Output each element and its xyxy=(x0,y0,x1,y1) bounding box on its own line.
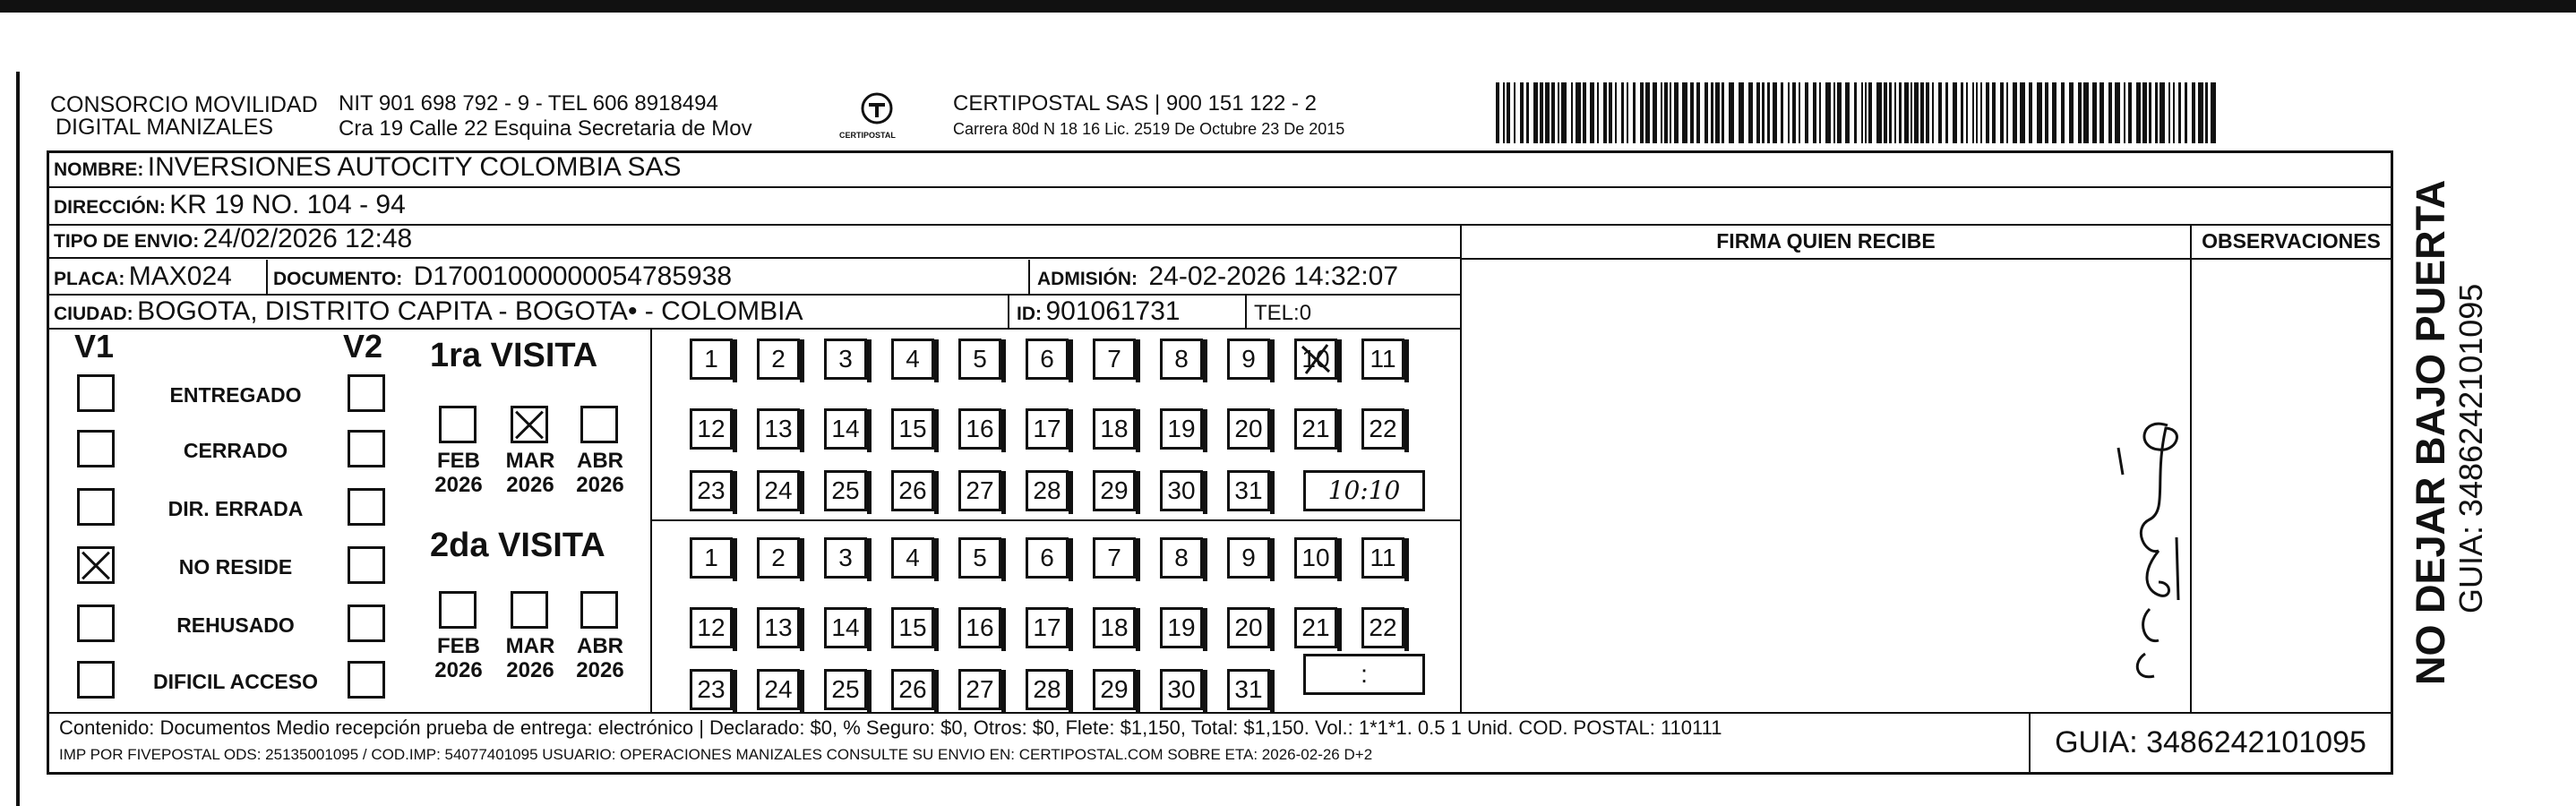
month-name: ABR xyxy=(577,634,623,658)
rule-footer xyxy=(49,712,2391,714)
day-number: 29 xyxy=(1100,675,1129,703)
day-box[interactable] xyxy=(891,537,934,579)
day-box[interactable] xyxy=(1361,339,1404,380)
day-number: 29 xyxy=(1100,476,1129,504)
day-number: 8 xyxy=(1174,345,1189,373)
day-box[interactable] xyxy=(958,470,1001,511)
day-number: 9 xyxy=(1241,345,1256,373)
rule-tipo xyxy=(49,257,1460,259)
rule-right-header xyxy=(1462,258,2391,260)
day-number: 24 xyxy=(764,476,793,504)
day-check-mark xyxy=(1297,341,1335,377)
day-box[interactable] xyxy=(958,607,1001,648)
day-box[interactable] xyxy=(1093,339,1136,380)
footer-guia: GUIA: 3486242101095 xyxy=(2055,725,2366,759)
day-number: 25 xyxy=(831,675,860,703)
day-number: 23 xyxy=(697,675,726,703)
month-checkbox[interactable] xyxy=(580,406,618,443)
footer-contenido: Contenido: Documentos Medio recepción prueba de entrega: electrónico | Declarado: $0, % Seguro: $0, Otros: $0, Flete: $1,150, Total: $1,150. Vol.: 1*1*1. 0.5 1 Unid. COD. POSTAL: 110111 xyxy=(59,716,1722,739)
month-year: 2026 xyxy=(506,658,554,682)
day-number: 27 xyxy=(966,476,994,504)
scan-left-edge xyxy=(16,72,20,806)
v2-checkbox[interactable] xyxy=(348,488,385,526)
day-box[interactable] xyxy=(1294,339,1337,380)
day-number: 19 xyxy=(1167,613,1196,641)
admision-field xyxy=(1037,262,1398,292)
day-box[interactable] xyxy=(1093,669,1136,710)
rule-ciudad xyxy=(49,328,1460,330)
day-number: 19 xyxy=(1167,415,1196,442)
day-box[interactable] xyxy=(1227,607,1270,648)
day-number: 18 xyxy=(1100,415,1129,442)
firma-header: FIRMA QUIEN RECIBE xyxy=(1716,229,1936,253)
month-name: ABR xyxy=(577,449,623,473)
scan-top-edge xyxy=(0,0,2576,13)
day-box[interactable] xyxy=(1026,470,1069,511)
day-box[interactable] xyxy=(1160,669,1203,710)
id-value: 901061731 xyxy=(1045,296,1181,326)
day-box[interactable] xyxy=(757,669,800,710)
day-number: 10 xyxy=(1301,544,1330,571)
day-box[interactable] xyxy=(757,470,800,511)
day-box[interactable] xyxy=(690,607,733,648)
v1-checkbox[interactable] xyxy=(77,374,115,412)
day-number: 22 xyxy=(1369,613,1397,641)
day-box[interactable] xyxy=(891,339,934,380)
day-box[interactable] xyxy=(824,537,867,579)
day-number: 15 xyxy=(898,415,927,442)
day-box[interactable] xyxy=(1026,607,1069,648)
day-box[interactable] xyxy=(1160,470,1203,511)
month-name: MAR xyxy=(505,449,555,473)
ciudad-value: BOGOTA, DISTRITO CAPITA - BOGOTA• - COLOMBIA xyxy=(137,296,803,326)
day-box[interactable] xyxy=(1093,470,1136,511)
status-label: DIR. ERRADA xyxy=(167,497,304,520)
placa-value: MAX024 xyxy=(128,262,232,291)
month-label xyxy=(571,449,629,497)
day-box[interactable] xyxy=(824,470,867,511)
day-box[interactable] xyxy=(1227,408,1270,450)
day-box[interactable] xyxy=(1361,607,1404,648)
day-box[interactable] xyxy=(1294,408,1337,450)
day-box[interactable] xyxy=(1160,408,1203,450)
day-number: 17 xyxy=(1033,613,1061,641)
direccion-field xyxy=(54,190,406,220)
day-number: 13 xyxy=(764,415,793,442)
visit2-time-value: : xyxy=(1361,660,1368,688)
day-box[interactable] xyxy=(1227,339,1270,380)
status-label: REHUSADO xyxy=(176,613,295,637)
company-line1: CONSORCIO MOVILIDAD xyxy=(50,92,318,117)
day-box[interactable] xyxy=(1026,408,1069,450)
day-number: 7 xyxy=(1107,345,1121,373)
day-box[interactable] xyxy=(958,669,1001,710)
day-box[interactable] xyxy=(891,408,934,450)
certipostal-title: CERTIPOSTAL SAS | 900 151 122 - 2 xyxy=(953,91,1317,116)
company-line2: DIGITAL MANIZALES xyxy=(56,115,274,140)
day-box[interactable] xyxy=(1361,537,1404,579)
day-number: 30 xyxy=(1167,675,1196,703)
rule-visit-split xyxy=(650,519,1460,521)
day-number: 31 xyxy=(1234,675,1263,703)
v1-checkbox[interactable] xyxy=(77,661,115,699)
day-number: 26 xyxy=(898,675,927,703)
day-number: 6 xyxy=(1040,345,1054,373)
day-number: 4 xyxy=(906,345,920,373)
v1-checkbox[interactable] xyxy=(77,488,115,526)
day-number: 12 xyxy=(697,415,726,442)
company-address: Cra 19 Calle 22 Esquina Secretaria de Mov xyxy=(339,116,752,141)
day-box[interactable] xyxy=(690,537,733,579)
day-box[interactable] xyxy=(1093,607,1136,648)
day-number: 14 xyxy=(831,613,860,641)
certipostal-logo-caption: CERTIPOSTAL xyxy=(839,131,896,140)
day-number: 25 xyxy=(831,476,860,504)
day-box[interactable] xyxy=(1093,537,1136,579)
day-number: 26 xyxy=(898,476,927,504)
day-number: 7 xyxy=(1107,544,1121,571)
v2-header: V2 xyxy=(343,328,383,364)
rule-ciudad-id xyxy=(1008,296,1009,330)
company-name xyxy=(50,94,318,139)
day-number: 14 xyxy=(831,415,860,442)
day-number: 13 xyxy=(764,613,793,641)
v1-checkbox[interactable] xyxy=(77,546,115,584)
day-box[interactable] xyxy=(1026,339,1069,380)
admision-label: ADMISIÓN: xyxy=(1037,269,1138,289)
day-box[interactable] xyxy=(824,408,867,450)
month-label xyxy=(430,634,487,682)
status-label: NO RESIDE xyxy=(178,555,293,579)
day-box[interactable] xyxy=(757,339,800,380)
day-number: 20 xyxy=(1234,415,1263,442)
day-box[interactable] xyxy=(1227,537,1270,579)
footer-imp: IMP POR FIVEPOSTAL ODS: 25135001095 / COD.IMP: 54077401095 USUARIO: OPERACIONES MANIZALES CONSULTE SU ENVIO EN: CERTIPOSTAL.COM SOBRE ETA: 2026-02-26 D+2 xyxy=(59,746,1373,763)
certipostal-address: Carrera 80d N 18 16 Lic. 2519 De Octubre 23 De 2015 xyxy=(953,120,1345,138)
month-checkbox[interactable] xyxy=(580,591,618,629)
rule-visit-left xyxy=(650,330,652,712)
day-number: 5 xyxy=(973,544,987,571)
id-field xyxy=(1017,296,1181,327)
documento-label: DOCUMENTO: xyxy=(273,269,403,289)
day-box[interactable] xyxy=(757,537,800,579)
month-checkbox[interactable] xyxy=(511,406,548,443)
day-number: 31 xyxy=(1234,476,1263,504)
month-checkbox[interactable] xyxy=(439,591,477,629)
ciudad-field xyxy=(54,296,803,327)
month-name: MAR xyxy=(505,634,555,658)
month-label xyxy=(502,634,559,682)
documento-value: D17001000000054785938 xyxy=(413,262,733,291)
company-nit: NIT 901 698 792 - 9 - TEL 606 8918494 xyxy=(339,91,718,116)
ciudad-label: CIUDAD: xyxy=(54,304,133,324)
visit1-time-box[interactable] xyxy=(1303,470,1425,511)
day-number: 1 xyxy=(704,345,718,373)
day-number: 12 xyxy=(697,613,726,641)
month-year: 2026 xyxy=(434,658,483,682)
v2-checkbox[interactable] xyxy=(348,374,385,412)
day-box[interactable] xyxy=(1361,408,1404,450)
rule-id-tel xyxy=(1245,296,1247,330)
visit1-title: 1ra VISITA xyxy=(430,337,598,374)
day-box[interactable] xyxy=(891,669,934,710)
day-number: 2 xyxy=(771,345,786,373)
day-number: 30 xyxy=(1167,476,1196,504)
day-number: 1 xyxy=(704,544,718,571)
day-box[interactable] xyxy=(1227,669,1270,710)
certipostal-logo-icon xyxy=(858,90,896,127)
day-box[interactable] xyxy=(690,408,733,450)
day-number: 5 xyxy=(973,345,987,373)
v2-checkbox[interactable] xyxy=(348,661,385,699)
day-box[interactable] xyxy=(958,408,1001,450)
day-box[interactable] xyxy=(1227,470,1270,511)
day-box[interactable] xyxy=(824,669,867,710)
month-year: 2026 xyxy=(576,473,624,497)
day-number: 22 xyxy=(1369,415,1397,442)
day-box[interactable] xyxy=(1026,537,1069,579)
day-box[interactable] xyxy=(891,607,934,648)
v1-checkbox[interactable] xyxy=(77,430,115,467)
rule-nombre xyxy=(49,186,2391,188)
day-number: 23 xyxy=(697,476,726,504)
placa-label: PLACA: xyxy=(54,269,125,289)
day-box[interactable] xyxy=(690,339,733,380)
day-number: 20 xyxy=(1234,613,1263,641)
rule-doc-admision xyxy=(1028,260,1030,296)
rule-placa-doc xyxy=(266,260,268,296)
day-number: 16 xyxy=(966,415,994,442)
day-box[interactable] xyxy=(958,339,1001,380)
month-label xyxy=(502,449,559,497)
tipo-envio-field xyxy=(54,224,412,254)
day-number: 18 xyxy=(1100,613,1129,641)
day-box[interactable] xyxy=(690,669,733,710)
day-number: 21 xyxy=(1301,415,1330,442)
day-number: 10 xyxy=(1301,345,1330,373)
day-box[interactable] xyxy=(824,339,867,380)
month-name: FEB xyxy=(437,634,480,658)
v1-checkbox[interactable] xyxy=(77,604,115,642)
visit1-time-value: 10:10 xyxy=(1327,476,1401,505)
handwritten-signature xyxy=(2060,394,2203,690)
day-box[interactable] xyxy=(1160,339,1203,380)
day-number: 28 xyxy=(1033,476,1061,504)
tel-label: TEL: xyxy=(1254,301,1300,325)
status-label: CERRADO xyxy=(183,439,288,462)
tel-field xyxy=(1254,301,1311,326)
month-checkbox[interactable] xyxy=(511,591,548,629)
month-label xyxy=(571,634,629,682)
day-box[interactable] xyxy=(1026,669,1069,710)
day-box[interactable] xyxy=(757,408,800,450)
documento-field xyxy=(273,262,732,292)
visit2-title: 2da VISITA xyxy=(430,527,605,564)
day-number: 3 xyxy=(838,345,853,373)
v2-checkbox[interactable] xyxy=(348,604,385,642)
day-number: 24 xyxy=(764,675,793,703)
day-box[interactable] xyxy=(958,537,1001,579)
day-number: 9 xyxy=(1241,544,1256,571)
month-name: FEB xyxy=(437,449,480,473)
status-label: DIFICIL ACCESO xyxy=(152,670,318,693)
day-number: 27 xyxy=(966,675,994,703)
tipo-envio-value: 24/02/2026 12:48 xyxy=(202,224,413,253)
tipo-envio-label: TIPO DE ENVIO: xyxy=(54,231,200,252)
visit2-time-box[interactable] xyxy=(1303,654,1425,695)
placa-field xyxy=(54,262,232,292)
v2-checkbox[interactable] xyxy=(348,430,385,467)
v1-header: V1 xyxy=(74,328,115,364)
id-label: ID: xyxy=(1017,304,1042,324)
day-number: 8 xyxy=(1174,544,1189,571)
v2-checkbox[interactable] xyxy=(348,546,385,584)
day-number: 15 xyxy=(898,613,927,641)
side-guia: GUIA: 3486242101095 xyxy=(2452,283,2489,613)
month-year: 2026 xyxy=(576,658,624,682)
day-box[interactable] xyxy=(824,607,867,648)
day-number: 28 xyxy=(1033,675,1061,703)
nombre-label: NOMBRE: xyxy=(54,159,144,180)
day-number: 21 xyxy=(1301,613,1330,641)
day-box[interactable] xyxy=(1093,408,1136,450)
day-number: 2 xyxy=(771,544,786,571)
day-box[interactable] xyxy=(757,607,800,648)
nombre-value: INVERSIONES AUTOCITY COLOMBIA SAS xyxy=(147,152,682,182)
side-warning: NO DEJAR BAJO PUERTA xyxy=(2408,179,2453,685)
direccion-value: KR 19 NO. 104 - 94 xyxy=(169,190,406,219)
day-number: 11 xyxy=(1370,544,1396,571)
admision-value: 24-02-2026 14:32:07 xyxy=(1148,262,1399,291)
nombre-field xyxy=(54,152,682,183)
month-checkbox[interactable] xyxy=(439,406,477,443)
day-number: 3 xyxy=(838,544,853,571)
rule-placa xyxy=(49,294,1460,296)
day-number: 4 xyxy=(906,544,920,571)
day-number: 16 xyxy=(966,613,994,641)
day-box[interactable] xyxy=(690,470,733,511)
tel-value: 0 xyxy=(1299,301,1312,325)
day-box[interactable] xyxy=(1294,607,1337,648)
rule-firma-left xyxy=(1460,224,1462,712)
month-year: 2026 xyxy=(506,473,554,497)
company-contact xyxy=(339,91,752,141)
day-box[interactable] xyxy=(1294,537,1337,579)
month-year: 2026 xyxy=(434,473,483,497)
direccion-label: DIRECCIÓN: xyxy=(54,197,166,218)
day-box[interactable] xyxy=(1160,607,1203,648)
status-label: ENTREGADO xyxy=(169,383,302,407)
day-number: 11 xyxy=(1370,345,1396,373)
day-number: 17 xyxy=(1033,415,1061,442)
day-number: 6 xyxy=(1040,544,1054,571)
month-label xyxy=(430,449,487,497)
barcode xyxy=(1496,82,2217,143)
day-box[interactable] xyxy=(1160,537,1203,579)
day-box[interactable] xyxy=(891,470,934,511)
observaciones-header: OBSERVACIONES xyxy=(2202,229,2381,253)
